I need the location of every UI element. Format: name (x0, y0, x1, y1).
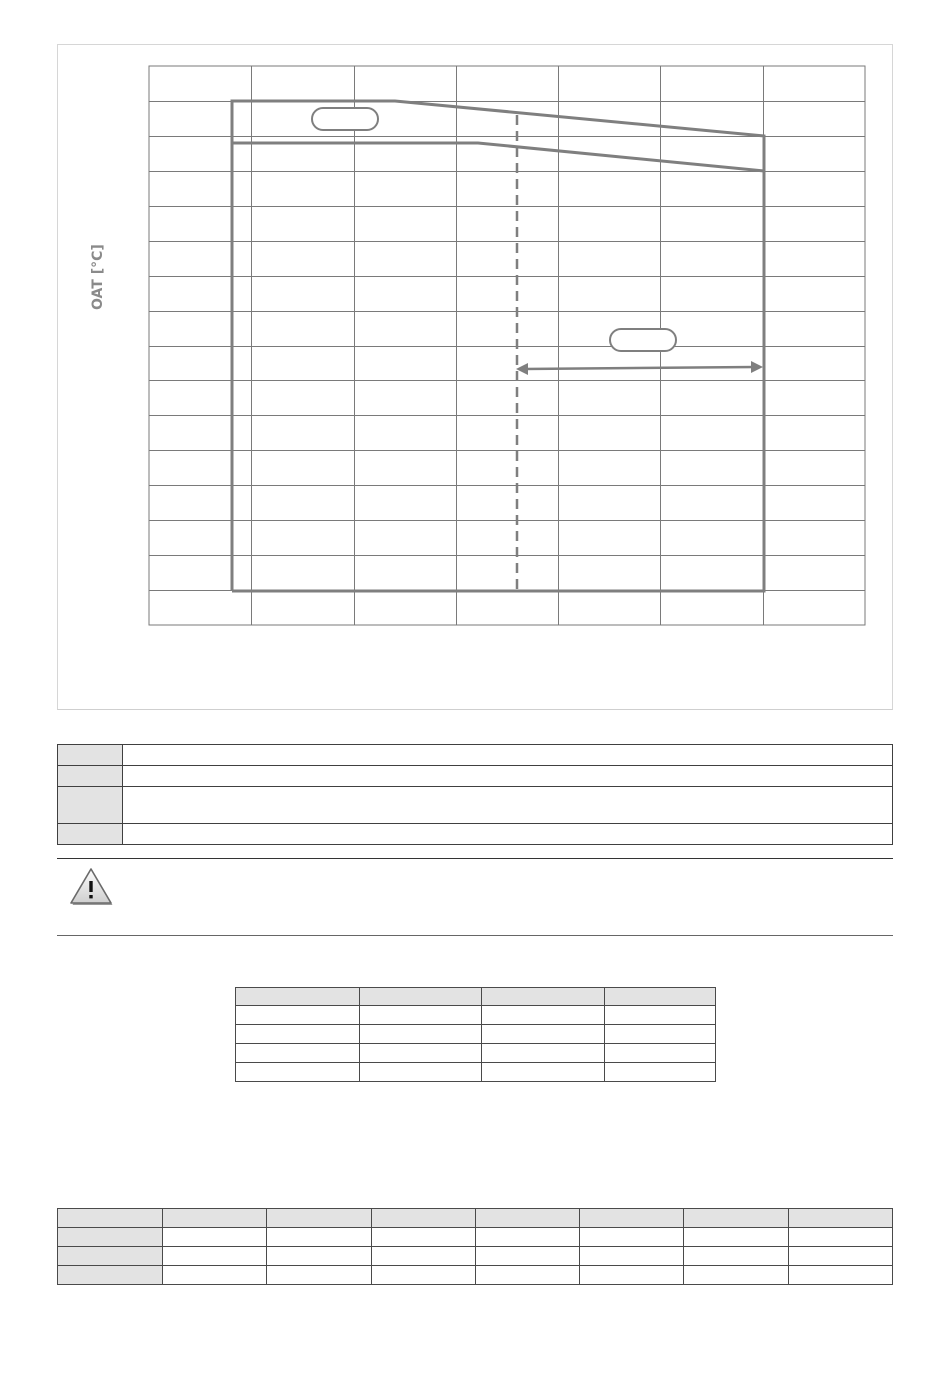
legend-text (123, 766, 893, 787)
table-cell (482, 1044, 605, 1063)
mid-table (235, 987, 716, 1082)
table-cell (359, 1025, 482, 1044)
table-row (236, 1006, 716, 1025)
range-callout (610, 329, 676, 351)
chart-canvas (58, 45, 894, 711)
table-cell (684, 1228, 788, 1247)
table-cell (580, 1247, 684, 1266)
table-cell (482, 1063, 605, 1082)
table-row (236, 1025, 716, 1044)
column-header (580, 1209, 684, 1228)
table-row (58, 1266, 893, 1285)
table-cell (482, 1006, 605, 1025)
table-row (58, 1228, 893, 1247)
legend-text (123, 787, 893, 824)
table-cell (788, 1228, 892, 1247)
table-cell (475, 1228, 579, 1247)
table-cell (788, 1266, 892, 1285)
table-header-row (236, 988, 716, 1006)
table-cell (788, 1247, 892, 1266)
table-cell (267, 1266, 371, 1285)
table-row (236, 1044, 716, 1063)
legend-row (58, 745, 893, 766)
column-header (58, 1209, 163, 1228)
row-header (58, 1228, 163, 1247)
column-header (359, 988, 482, 1006)
table-cell (236, 1025, 360, 1044)
table-cell (267, 1247, 371, 1266)
legend-table (57, 744, 893, 845)
legend-text (123, 745, 893, 766)
table-row (236, 1063, 716, 1082)
table-cell (475, 1247, 579, 1266)
table-cell (371, 1247, 475, 1266)
table-cell (605, 1006, 716, 1025)
table-cell (267, 1228, 371, 1247)
table-cell (580, 1266, 684, 1285)
warning-icon-cell (57, 859, 131, 934)
legend-key (58, 787, 123, 824)
legend-key (58, 745, 123, 766)
table-header-row (58, 1209, 893, 1228)
column-header (605, 988, 716, 1006)
table-cell (605, 1044, 716, 1063)
table-cell (605, 1063, 716, 1082)
table-row (58, 1247, 893, 1266)
grid-frame (149, 66, 865, 625)
table-cell (684, 1266, 788, 1285)
upper-boundary-callout (312, 108, 378, 130)
legend-row (58, 766, 893, 787)
y-axis-label: OAT [°C] (90, 244, 106, 310)
table-cell (482, 1025, 605, 1044)
table-cell (236, 1063, 360, 1082)
bottom-table (57, 1208, 893, 1285)
column-header (236, 988, 360, 1006)
column-header (684, 1209, 788, 1228)
table-cell (163, 1247, 267, 1266)
table-cell (580, 1228, 684, 1247)
warning-notice (57, 858, 893, 936)
table-cell (163, 1266, 267, 1285)
column-header (482, 988, 605, 1006)
upper-limit-line (232, 143, 764, 171)
table-cell (163, 1228, 267, 1247)
row-header (58, 1247, 163, 1266)
column-header (371, 1209, 475, 1228)
table-cell (359, 1063, 482, 1082)
legend-row (58, 787, 893, 824)
column-header (475, 1209, 579, 1228)
column-header (788, 1209, 892, 1228)
table-cell (605, 1025, 716, 1044)
table-cell (359, 1044, 482, 1063)
operating-envelope-chart (57, 44, 893, 710)
column-header (267, 1209, 371, 1228)
column-header (163, 1209, 267, 1228)
legend-key (58, 824, 123, 845)
legend-row (58, 824, 893, 845)
table-cell (684, 1247, 788, 1266)
table-cell (236, 1006, 360, 1025)
table-cell (371, 1228, 475, 1247)
table-cell (371, 1266, 475, 1285)
chart-grid (149, 66, 865, 625)
warning-triangle-icon (68, 865, 114, 907)
legend-text (123, 824, 893, 845)
table-cell (236, 1044, 360, 1063)
range-arrow-head-right (751, 361, 763, 373)
table-cell (359, 1006, 482, 1025)
legend-key (58, 766, 123, 787)
table-cell (475, 1266, 579, 1285)
row-header (58, 1266, 163, 1285)
